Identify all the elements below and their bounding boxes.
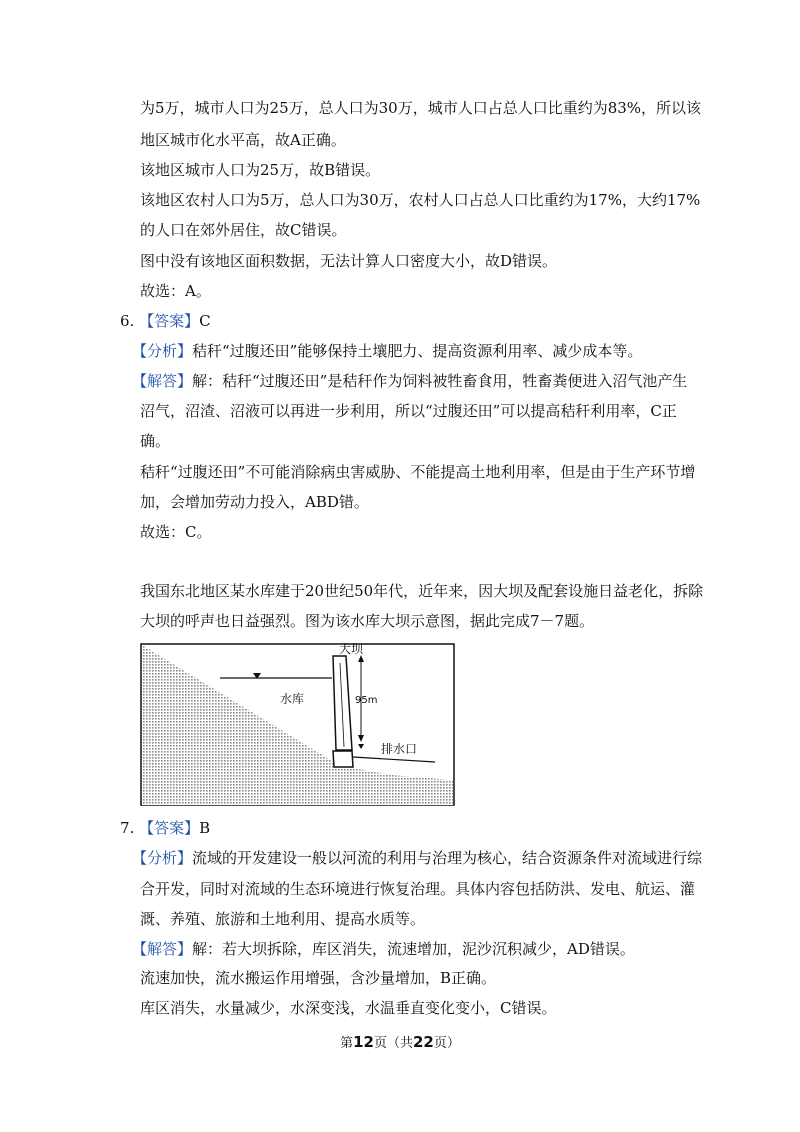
text-line: 故选：C。 <box>140 523 212 541</box>
text-line: 故选：A。 <box>140 282 211 300</box>
height-label: 95m <box>355 695 378 706</box>
analysis-text: 秸秆“过腹还田”能够保持土壤肥力、提高资源利用率、减少成本等。 <box>192 342 643 360</box>
answer-tag: 【答案】 <box>139 819 200 837</box>
outlet-water-marker <box>358 744 364 749</box>
text-line: 的人口在郊外居住，故C错误。 <box>140 221 347 239</box>
text-line: 地区城市化水平高，故A正确。 <box>140 131 346 149</box>
footer-prefix: 第 <box>340 1036 354 1051</box>
footer-suffix: 页） <box>433 1036 460 1051</box>
analysis-tag: 【分析】 <box>132 849 193 867</box>
question-stem: 我国东北地区某水库建于20世纪50年代，近年来，因大坝及配套设施日益老化，拆除 <box>140 582 704 600</box>
footer-middle: 页（共 <box>373 1036 413 1051</box>
reservoir-bank <box>142 645 352 805</box>
current-page: 12 <box>353 1033 374 1051</box>
outlet-label: 排水口 <box>381 742 418 756</box>
outlet-structure <box>333 751 353 767</box>
solution-text: 解：若大坝拆除，库区消失，流速增加，泥沙沉积减少，AD错误。 <box>192 940 635 958</box>
analysis-tag: 【分析】 <box>132 342 193 360</box>
page-footer <box>0 1033 800 1053</box>
text-line: 图中没有该地区面积数据，无法计算人口密度大小，故D错误。 <box>140 252 558 270</box>
text-line: 库区消失，水量减少，水深变浅，水温垂直变化变小，C错误。 <box>140 999 557 1017</box>
question-7-solution <box>132 939 635 959</box>
dam-diagram <box>140 643 456 807</box>
dam-label: 大坝 <box>339 643 364 656</box>
dimension-arrow-top <box>358 655 364 662</box>
dimension-arrow-bottom <box>358 735 364 742</box>
question-stem: 大坝的呼声也日益强烈。图为该水库大坝示意图，据此完成7－7题。 <box>140 612 595 630</box>
text-line: 该地区城市人口为25万，故B错误。 <box>140 161 381 179</box>
question-number: 7. <box>120 819 135 837</box>
solution-tag: 【解答】 <box>132 372 193 390</box>
text-line: 合开发，同时对流域的生态环境进行恢复治理。具体内容包括防洪、发电、航运、灌 <box>140 880 696 898</box>
answer-value: B <box>199 819 211 837</box>
text-line: 确。 <box>140 432 171 450</box>
analysis-text: 流域的开发建设一般以河流的利用与治理为核心，结合资源条件对流域进行综 <box>192 849 703 867</box>
question-7-analysis <box>132 848 702 868</box>
text-line: 秸秆“过腹还田”不可能消除病虫害威胁、不能提高土地利用率，但是由于生产环节增 <box>140 463 696 481</box>
answer-tag: 【答案】 <box>139 312 200 330</box>
question-6-analysis <box>132 341 642 361</box>
answer-value: C <box>199 312 211 330</box>
text-line: 沼气，沼渣、沼液可以再进一步利用，所以“过腹还田”可以提高秸秆利用率，C正 <box>140 402 677 420</box>
total-pages: 22 <box>413 1033 434 1051</box>
text-line: 溉、养殖、旅游和土地利用、提高水质等。 <box>140 910 426 928</box>
outlet-channel <box>353 757 435 762</box>
reservoir-label: 水库 <box>280 692 305 706</box>
text-line: 流速加快，流水搬运作用增强，含沙量增加，B正确。 <box>140 969 497 987</box>
text-line: 该地区农村人口为5万，总人口为30万，农村人口占总人口比重约为17%，大约17% <box>140 191 701 209</box>
text-line: 为5万，城市人口为25万，总人口为30万，城市人口占总人口比重约为83%，所以该 <box>140 99 702 117</box>
question-6-answer <box>120 311 211 331</box>
solution-text: 解：秸秆“过腹还田”是秸秆作为饲料被牲畜食用，牲畜粪便进入沼气池产生 <box>192 372 688 390</box>
question-7-answer <box>120 818 210 838</box>
downstream-riverbed <box>352 768 453 805</box>
solution-tag: 【解答】 <box>132 940 193 958</box>
question-6-solution <box>132 371 687 391</box>
text-line: 加，会增加劳动力投入，ABD错。 <box>140 493 369 511</box>
dam-body <box>333 656 352 750</box>
question-number: 6. <box>120 312 135 330</box>
